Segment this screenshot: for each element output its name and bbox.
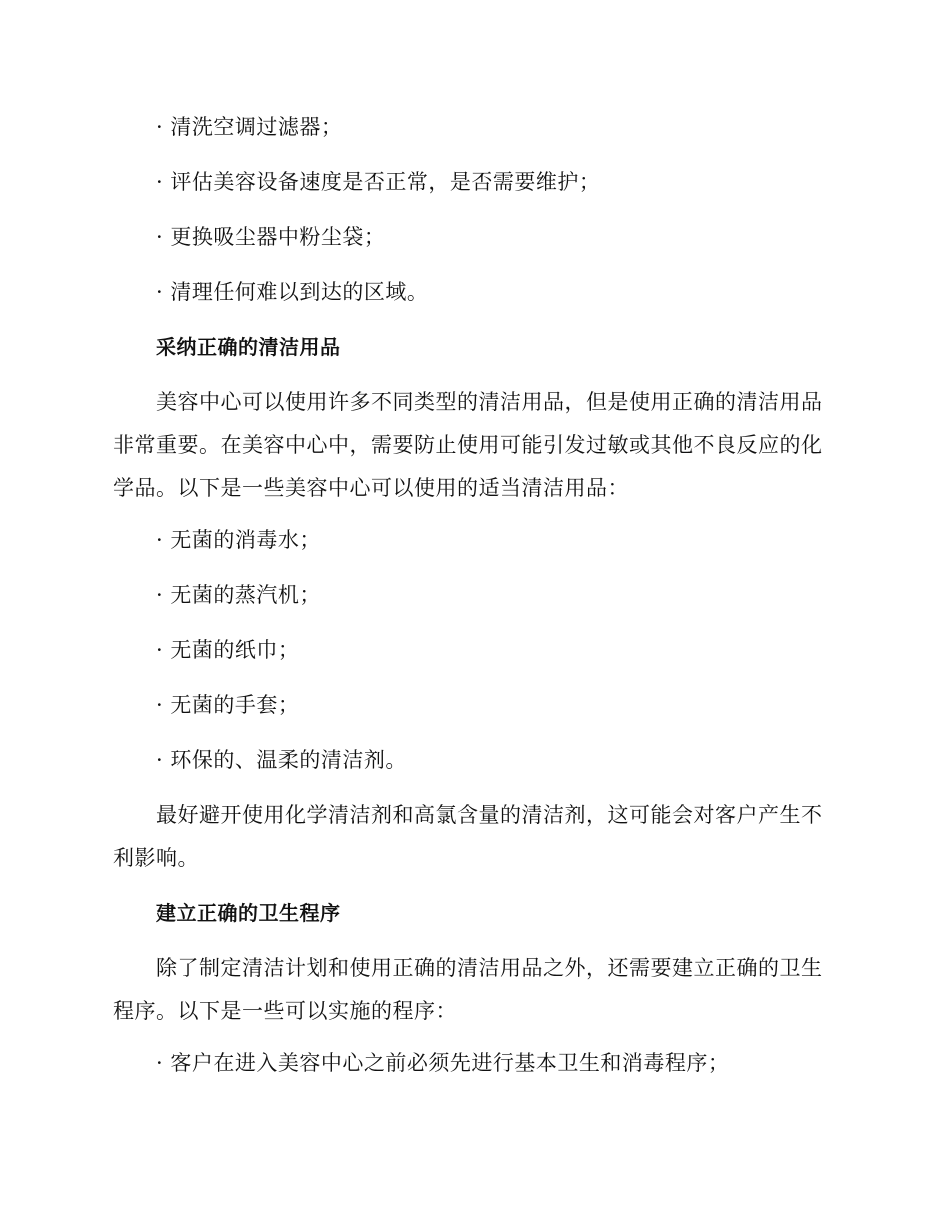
list-item: · 无菌的蒸汽机； — [156, 583, 321, 607]
paragraph-line: 利影响。 — [113, 846, 199, 870]
list-item: · 无菌的消毒水； — [156, 528, 321, 552]
section-heading: 采纳正确的清洁用品 — [156, 335, 341, 359]
list-item: · 环保的、温柔的清洁剂。 — [156, 748, 407, 772]
paragraph-line: 美容中心可以使用许多不同类型的清洁用品，但是使用正确的清洁用品 — [156, 390, 823, 414]
list-item: · 评估美容设备速度是否正常，是否需要维护； — [156, 170, 601, 194]
paragraph-line: 学品。以下是一些美容中心可以使用的适当清洁用品： — [113, 476, 629, 500]
list-item: · 清洗空调过滤器； — [156, 115, 343, 139]
list-item: · 客户在进入美容中心之前必须先进行基本卫生和消毒程序； — [156, 1051, 730, 1075]
paragraph-line: 程序。以下是一些可以实施的程序： — [113, 999, 457, 1023]
paragraph-line: 除了制定清洁计划和使用正确的清洁用品之外，还需要建立正确的卫生 — [156, 956, 823, 980]
paragraph-line: 最好避开使用化学清洁剂和高氯含量的清洁剂，这可能会对客户产生不 — [156, 803, 823, 827]
list-item: · 更换吸尘器中粉尘袋； — [156, 225, 386, 249]
list-item: · 无菌的手套； — [156, 693, 300, 717]
list-item: · 无菌的纸巾； — [156, 638, 300, 662]
section-heading: 建立正确的卫生程序 — [156, 901, 341, 925]
paragraph-line: 非常重要。在美容中心中，需要防止使用可能引发过敏或其他不良反应的化 — [113, 433, 823, 457]
list-item: · 清理任何难以到达的区域。 — [156, 280, 429, 304]
